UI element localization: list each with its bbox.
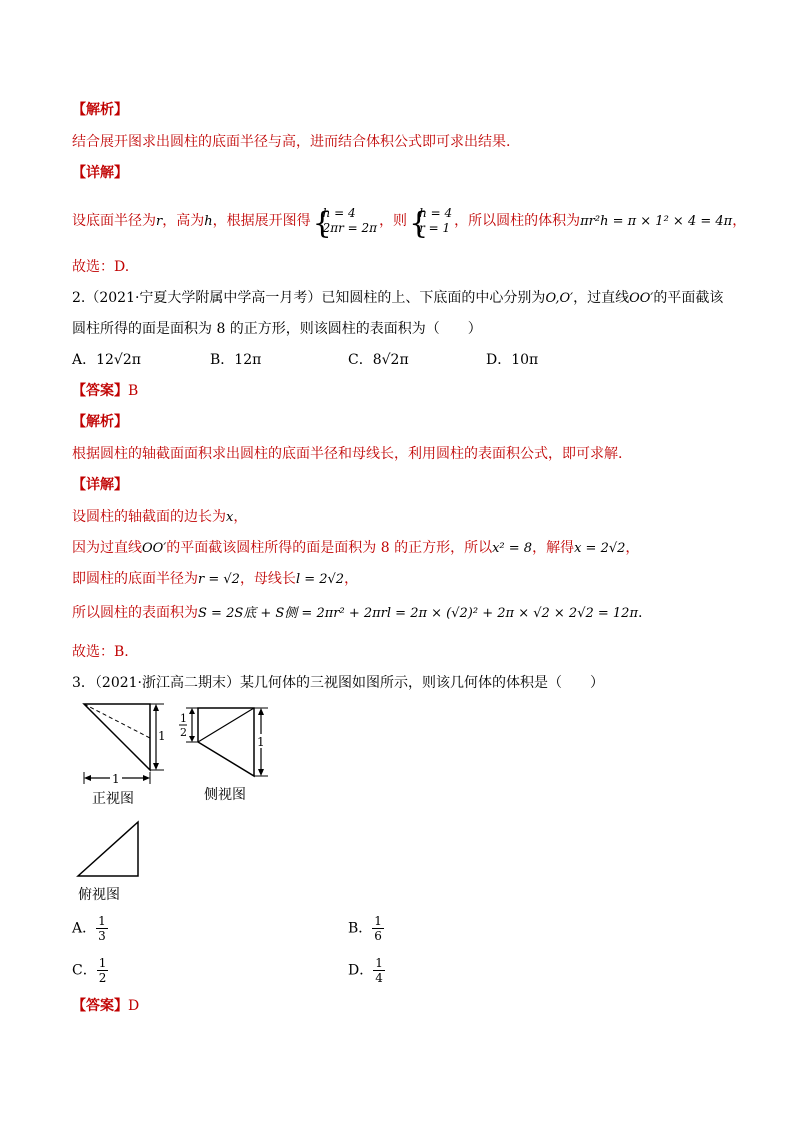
q2-d2-c: 的平面截该圆柱所得的面是面积为 8 的正方形，所以 (166, 540, 493, 556)
side-view-diagonal (198, 708, 254, 742)
side-height-label: 1 (257, 735, 265, 749)
q2-detail-line3 (72, 569, 358, 590)
q2-d1-end: ， (233, 509, 248, 525)
q2-d4-c: . (638, 605, 643, 621)
q2-d3-c: ，母线长 (239, 571, 296, 587)
detail-mid4: ，所以圆柱的体积为 (454, 213, 581, 229)
front-height-label: 1 (158, 729, 166, 743)
q3-d-num: 1 (375, 956, 383, 970)
volume-formula: πr²h = π × 1² × 4 = 4π (580, 214, 733, 229)
q2-option-b: B．12π (210, 352, 262, 368)
q2-d2-sol: x = 2√2 (574, 541, 626, 556)
q3-b-den: 6 (374, 929, 382, 943)
q2-surface-formula: S = 2S底 + S侧 = 2πr² + 2πrl = 2π × (√2)² + 2π × √2 × 2√2 = 12π (198, 606, 638, 621)
q2-d3-length: l = 2√2 (295, 572, 345, 587)
q2-analysis-heading (72, 412, 128, 432)
q3-c-den: 2 (98, 971, 107, 985)
q2-stem-line2: 圆柱所得的面是面积为 8 的正方形，则该圆柱的表面积为（ ） (72, 321, 482, 337)
q2-answer-value: B (128, 383, 139, 399)
sys2-row2: r = 1 (419, 221, 451, 235)
front-view-hidden-edge (84, 704, 150, 738)
var-h: h (204, 214, 213, 229)
q2-d2-e: ，解得 (532, 540, 575, 556)
q3-b-num: 1 (374, 914, 382, 928)
equation-system-1 (312, 206, 378, 241)
q2-d3-e: ， (344, 571, 359, 587)
q3-stem: 3．（2021·浙江高二期末）某几何体的三视图如图所示，则该几何体的体积是（ ） (72, 675, 604, 691)
q2-answer-tag: 【答案】 (72, 383, 128, 399)
q3-option-a-prefix: A． (72, 920, 97, 937)
detail-mid1: ，高为 (162, 213, 205, 229)
q2-option-c: C．8√2π (348, 352, 409, 368)
detail-prefix: 设底面半径为 (72, 213, 156, 229)
q3-option-c-fraction (97, 956, 109, 985)
side-view-outline (198, 708, 254, 776)
q2-d4-a: 所以圆柱的表面积为 (72, 605, 198, 621)
var-r: r (156, 214, 163, 229)
q2-choice-line: 故选：B. (72, 644, 129, 660)
sys1-row1: h = 4 (322, 206, 356, 220)
q2-stem-line1 (72, 288, 723, 309)
q2-analysis-tag: 【解析】 (72, 414, 128, 430)
q2-d2-eq: x² = 8 (492, 541, 533, 556)
side-view-label: 侧视图 (204, 786, 246, 802)
q3-option-c (72, 956, 108, 985)
q3-a-num: 1 (98, 914, 106, 928)
q2-detail-tag: 【详解】 (72, 477, 128, 493)
arrow-up-icon (153, 704, 159, 711)
q2-stem-a: 2.（2021·宁夏大学附属中学高一月考）已知圆柱的上、下底面的中心分别为 (72, 290, 546, 306)
q2-d3-radius: r = √2 (198, 572, 240, 587)
q2-detail-line4 (72, 603, 642, 624)
q2-stem-e: 的平面截该 (653, 290, 724, 306)
q2-option-a: A．12√2π (72, 352, 141, 368)
answer-choice-line: 故选：D. (72, 259, 130, 275)
q3-c-num: 1 (98, 956, 107, 970)
q3-a-den: 3 (98, 929, 106, 943)
q3-option-d-fraction (373, 956, 385, 985)
q2-d2-oo: OO′ (142, 541, 167, 556)
q2-detail-line2 (72, 538, 639, 559)
q2-analysis-text: 根据圆柱的轴截面面积求出圆柱的底面半径和母线长，利用圆柱的表面积公式，即可求解. (72, 446, 623, 462)
detail-end: ， (732, 213, 747, 229)
top-view-triangle (78, 822, 138, 876)
q3-option-b-fraction (372, 914, 384, 943)
q3-option-d (348, 956, 385, 985)
q2-detail-line1 (72, 507, 247, 528)
detail-heading (72, 163, 128, 183)
q3-option-c-prefix: C． (72, 962, 97, 979)
top-view-label: 俯视图 (78, 886, 120, 902)
q2-detail-heading (72, 475, 128, 495)
q3-option-a (72, 914, 108, 943)
q2-var-x: x (226, 510, 234, 525)
equation-system-2 (409, 206, 453, 241)
top-view-figure (74, 818, 144, 880)
q2-d1-text: 设圆柱的轴截面的边长为 (72, 509, 226, 525)
arrow-left-icon (84, 775, 91, 781)
analysis-heading (72, 100, 128, 120)
detail-tag: 【详解】 (72, 165, 128, 181)
q2-stem-c: ，过直线 (573, 290, 630, 306)
half-numerator: 1 (180, 712, 187, 725)
arrow-up-icon (189, 708, 195, 714)
detail-mid2: ，根据展开图得 (212, 213, 311, 229)
q3-answer-tag: 【答案】 (72, 998, 128, 1014)
q3-answer-value: D (128, 998, 140, 1014)
front-view-figure (80, 700, 170, 788)
front-view-triangle (84, 704, 150, 770)
arrow-down-icon (153, 763, 159, 770)
q2-d2-a: 因为过直线 (72, 540, 142, 556)
q2-answer-line (72, 381, 138, 401)
q3-d-den: 4 (375, 971, 383, 985)
q3-option-b-prefix: B． (348, 920, 373, 937)
analysis-tag: 【解析】 (72, 102, 128, 118)
detail-line (72, 206, 747, 241)
q2-d2-g: ， (625, 540, 640, 556)
front-view-label: 正视图 (92, 790, 134, 806)
q3-answer-line (72, 996, 139, 1016)
q2-d3-a: 即圆柱的底面半径为 (72, 571, 198, 587)
front-width-label: 1 (112, 772, 120, 786)
sys2-row1: h = 4 (419, 206, 453, 220)
arrow-down-icon (258, 769, 264, 776)
q3-option-a-fraction (96, 914, 108, 943)
left-brace-icon: { (312, 206, 332, 241)
q3-option-b (348, 914, 384, 943)
q2-line-oo: OO′ (629, 291, 654, 306)
analysis-text: 结合展开图求出圆柱的底面半径与高，进而结合体积公式即可求出结果. (72, 134, 511, 150)
half-denominator: 2 (180, 726, 187, 739)
sys1-row2: 2πr = 2π (322, 221, 378, 235)
arrow-up-icon (258, 708, 264, 715)
side-view-figure (176, 700, 276, 780)
q2-points-oo: O,O′ (545, 291, 574, 306)
left-brace-icon: { (409, 206, 429, 241)
arrow-right-icon (143, 775, 150, 781)
detail-mid3: ，则 (379, 213, 408, 229)
q2-option-d: D．10π (486, 352, 539, 368)
arrow-down-icon (189, 736, 195, 742)
q3-option-d-prefix: D． (348, 962, 374, 979)
